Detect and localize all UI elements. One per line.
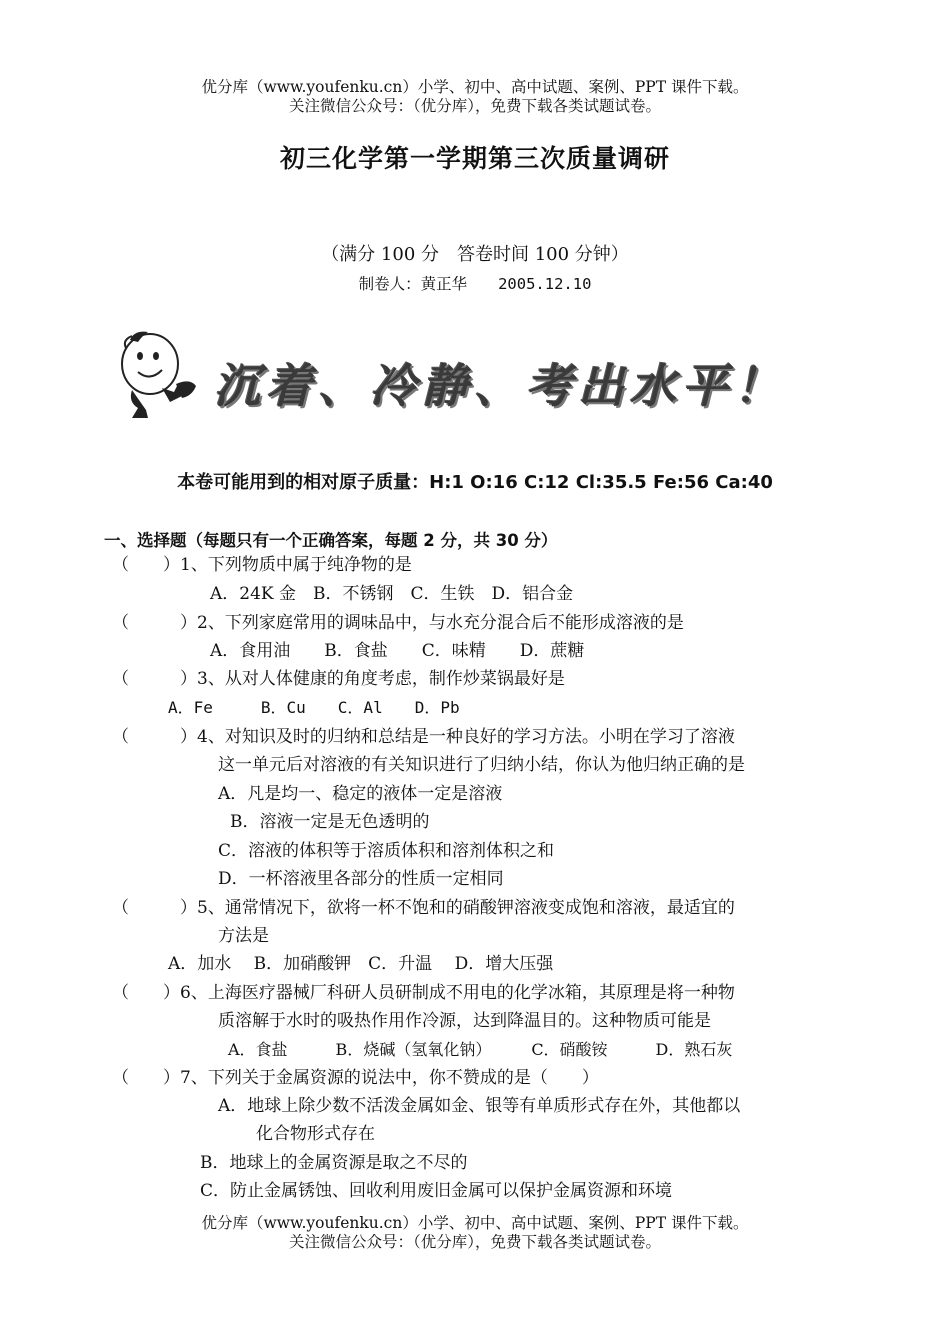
question-6-options: A．食盐 B．烧碱（氢氧化钠） C．硝酸铵 D．熟石灰: [228, 1040, 733, 1059]
question-7-option-a: A．地球上除少数不活泼金属如金、银等有单质形式存在外，其他都以: [218, 1096, 741, 1116]
header-line-1: 优分库（www.youfenku.cn）小学、初中、高中试题、案例、PPT 课件下载。: [201, 78, 749, 96]
question-7-option-b: B．地球上的金属资源是取之不尽的: [200, 1153, 468, 1173]
question-2-options: A．食用油 B．食盐 C．味精 D．蔗糖: [210, 641, 585, 661]
question-4-stem-2: 这一单元后对溶液的有关知识进行了归纳小结，你认为他归纳正确的是: [218, 755, 745, 775]
question-4-option-a: A．凡是均一、稳定的液体一定是溶液: [218, 784, 503, 804]
question-1-stem: （ ）1、下列物质中属于纯净物的是: [112, 555, 412, 575]
header-line-2: 关注微信公众号：（优分库），免费下载各类试题试卷。: [288, 97, 661, 115]
question-5-stem-2: 方法是: [218, 926, 269, 946]
footer-line-1: 优分库（www.youfenku.cn）小学、初中、高中试题、案例、PPT 课件下载。: [201, 1214, 749, 1232]
question-1-options: A．24K 金 B．不锈钢 C．生铁 D．铝合金: [210, 584, 574, 604]
question-6-stem: （ ）6、上海医疗器械厂科研人员研制成不用电的化学冰箱，其原理是将一种物: [112, 983, 735, 1003]
question-4-option-b: B．溶液一定是无色透明的: [230, 812, 430, 832]
question-3-options: A．Fe B．Cu C．Al D．Pb: [168, 698, 460, 717]
question-6-stem-2: 质溶解于水时的吸热作用作冷源，达到降温目的。这种物质可能是: [218, 1011, 711, 1031]
question-7-option-a-cont: 化合物形式存在: [256, 1124, 375, 1144]
exam-subtitle: （满分 100 分 答卷时间 100 分钟）: [321, 244, 629, 265]
question-7-stem: （ ）7、下列关于金属资源的说法中，你不赞成的是（ ）: [112, 1068, 599, 1088]
question-7-option-c: C．防止金属锈蚀、回收利用废旧金属可以保护金属资源和环境: [200, 1181, 673, 1201]
question-4-option-d: D．一杯溶液里各部分的性质一定相同: [218, 869, 504, 889]
question-2-stem: （ ）2、下列家庭常用的调味品中，与水充分混合后不能形成溶液的是: [112, 613, 684, 633]
slogan-banner: 沉着、冷静、考出水平！: [214, 359, 786, 413]
section-heading: 一、选择题（每题只有一个正确答案，每题 2 分，共 30 分）: [104, 531, 558, 550]
question-4-stem: （ ）4、对知识及时的归纳和总结是一种良好的学习方法。小明在学习了溶液: [112, 727, 735, 747]
footer-line-2: 关注微信公众号：（优分库），免费下载各类试题试卷。: [288, 1233, 661, 1251]
atomic-mass-line: 本卷可能用到的相对原子质量：H:1 O:16 C:12 Cl:35.5 Fe:56 Ca:40: [177, 472, 773, 493]
author-line: 制卷人：黄正华 2005.12.10: [358, 275, 592, 293]
question-5-stem: （ ）5、通常情况下，欲将一杯不饱和的硝酸钾溶液变成饱和溶液，最适宜的: [112, 898, 735, 918]
question-5-options: A．加水 B．加硝酸钾 C．升温 D．增大压强: [168, 954, 554, 974]
cartoon-mascot-icon: [112, 326, 204, 426]
page-title: 初三化学第一学期第三次质量调研: [279, 144, 670, 173]
question-3-stem: （ ）3、从对人体健康的角度考虑，制作炒菜锅最好是: [112, 669, 565, 689]
question-4-option-c: C．溶液的体积等于溶质体积和溶剂体积之和: [218, 841, 555, 861]
